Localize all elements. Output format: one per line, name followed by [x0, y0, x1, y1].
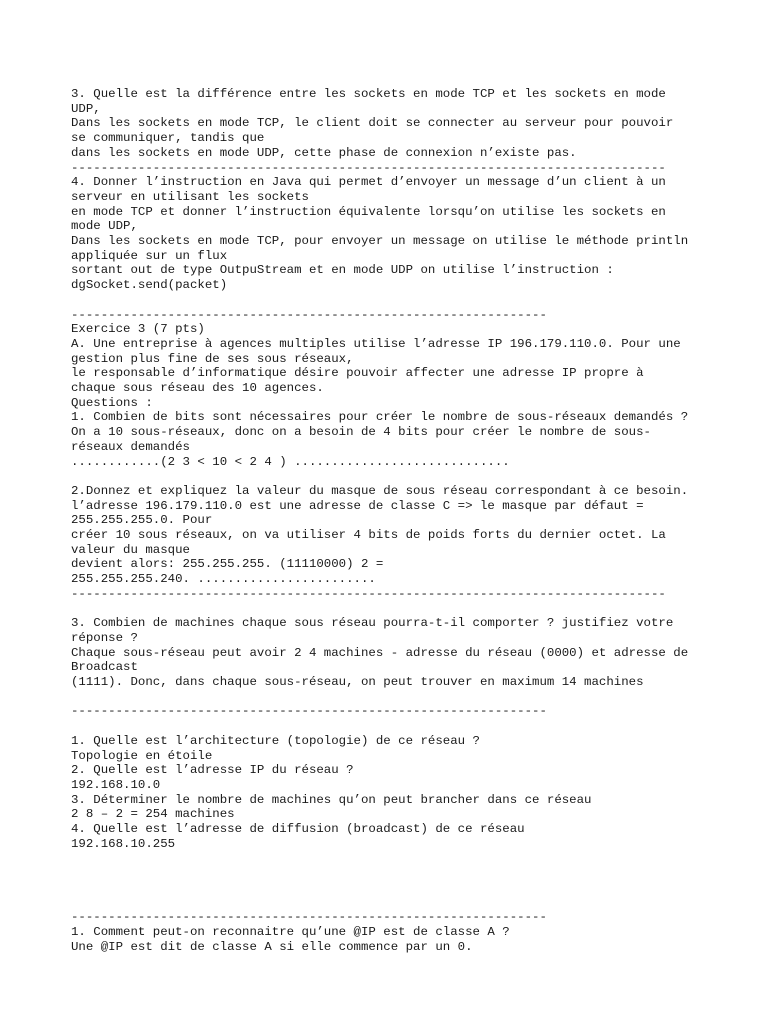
text-line: réponse ?	[71, 630, 138, 645]
text-line: en mode TCP et donner l’instruction équivalente lorsqu’on utilise les sockets en	[71, 204, 666, 219]
question-line: 192.168.10.255	[71, 836, 176, 851]
separator-line: --------------------------------------------------------------------------------	[71, 586, 666, 601]
text-line: On a 10 sous-réseaux, donc on a besoin de 4 bits pour créer le nombre de sous-	[71, 425, 651, 440]
text-line: Chaque sous-réseau peut avoir 2 4 machines - adresse du réseau (0000) et adresse de	[71, 645, 689, 660]
text-line: l’adresse 196.179.110.0 est une adresse de classe C => le masque par défaut =	[71, 498, 644, 513]
text-line: chaque sous réseau des 10 agences.	[71, 381, 324, 395]
question-line: 4. Donner l’instruction en Java qui permet d’envoyer un message d’un client à un	[71, 175, 666, 190]
text-line: ............(2 3 < 10 < 2 4 ) .............................	[71, 454, 510, 469]
text-line: Une @IP est dit de classe A si elle commence par un 0.	[71, 939, 473, 954]
text-line: Broadcast	[71, 660, 138, 675]
question-line: 255.255.255.0. Pour	[71, 513, 213, 528]
separator-line: ----------------------------------------------------------------	[71, 307, 547, 322]
text-line: mode UDP,	[71, 219, 138, 234]
text-line: serveur en utilisant les sockets	[71, 189, 309, 204]
question-line: 2.Donnez et expliquez la valeur du masque de sous réseau correspondant à ce besoin.	[71, 483, 689, 498]
text-line: dgSocket.send(packet)	[71, 278, 228, 293]
text-line: créer 10 sous réseaux, on va utiliser 4 bits de poids forts du dernier octet. La	[71, 528, 666, 542]
question-line: 4. Quelle est l’adresse de diffusion (broadcast) de ce réseau	[71, 822, 525, 836]
text-line: (1111). Donc, dans chaque sous-réseau, on peut trouver en maximum 14 machines	[71, 675, 644, 689]
text-line: UDP,	[71, 101, 101, 116]
text-line: appliquée sur un flux	[71, 248, 228, 263]
text-line: se communiquer, tandis que	[71, 131, 265, 146]
separator-line: ----------------------------------------------------------------	[71, 910, 547, 925]
question-line: 1. Quelle est l’architecture (topologie) de ce réseau ?	[71, 733, 480, 748]
separator-line: ----------------------------------------------------------------	[71, 704, 547, 719]
text-line: réseaux demandés	[71, 439, 190, 454]
text-line: valeur du masque	[71, 542, 190, 557]
text-line: Topologie en étoile	[71, 748, 213, 763]
text-line: gestion plus fine de ses sous réseaux,	[71, 351, 354, 366]
question-line: 3. Combien de machines chaque sous réseau pourra-t-il comporter ? justifiez votre	[71, 616, 674, 631]
text-line: Questions :	[71, 395, 153, 410]
exercise-heading: Exercice 3 (7 pts)	[71, 322, 205, 337]
question-line: 255.255.255.240. ........................	[71, 572, 376, 587]
text-line: 2 8 – 2 = 254 machines	[71, 807, 235, 822]
text-line: A. Une entreprise à agences multiples utilise l’adresse IP 196.179.110.0. Pour une	[71, 336, 681, 351]
text-line: devient alors: 255.255.255. (11110000) 2 =	[71, 557, 384, 572]
separator-line: --------------------------------------------------------------------------------	[71, 160, 666, 175]
text-line: Dans les sockets en mode TCP, le client doit se connecter au serveur pour pouvoir	[71, 116, 674, 131]
text-line: sortant out de type OutpuStream et en mode UDP on utilise l’instruction :	[71, 263, 614, 278]
question-line: 3. Quelle est la différence entre les sockets en mode TCP et les sockets en mode	[71, 87, 666, 101]
question-line: 192.168.10.0	[71, 777, 161, 792]
question-line: 2. Quelle est l’adresse IP du réseau ?	[71, 763, 354, 778]
text-line: dans les sockets en mode UDP, cette phase de connexion n’existe pas.	[71, 145, 577, 160]
question-line: 1. Combien de bits sont nécessaires pour créer le nombre de sous-réseaux demandés ?	[71, 410, 689, 425]
question-line: 3. Déterminer le nombre de machines qu’on peut brancher dans ce réseau	[71, 792, 592, 807]
question-line: 1. Comment peut-on reconnaitre qu’une @IP est de classe A ?	[71, 924, 510, 939]
text-line: Dans les sockets en mode TCP, pour envoyer un message on utilise le méthode println	[71, 234, 689, 248]
text-line: le responsable d’informatique désire pouvoir affecter une adresse IP propre à	[71, 366, 644, 381]
